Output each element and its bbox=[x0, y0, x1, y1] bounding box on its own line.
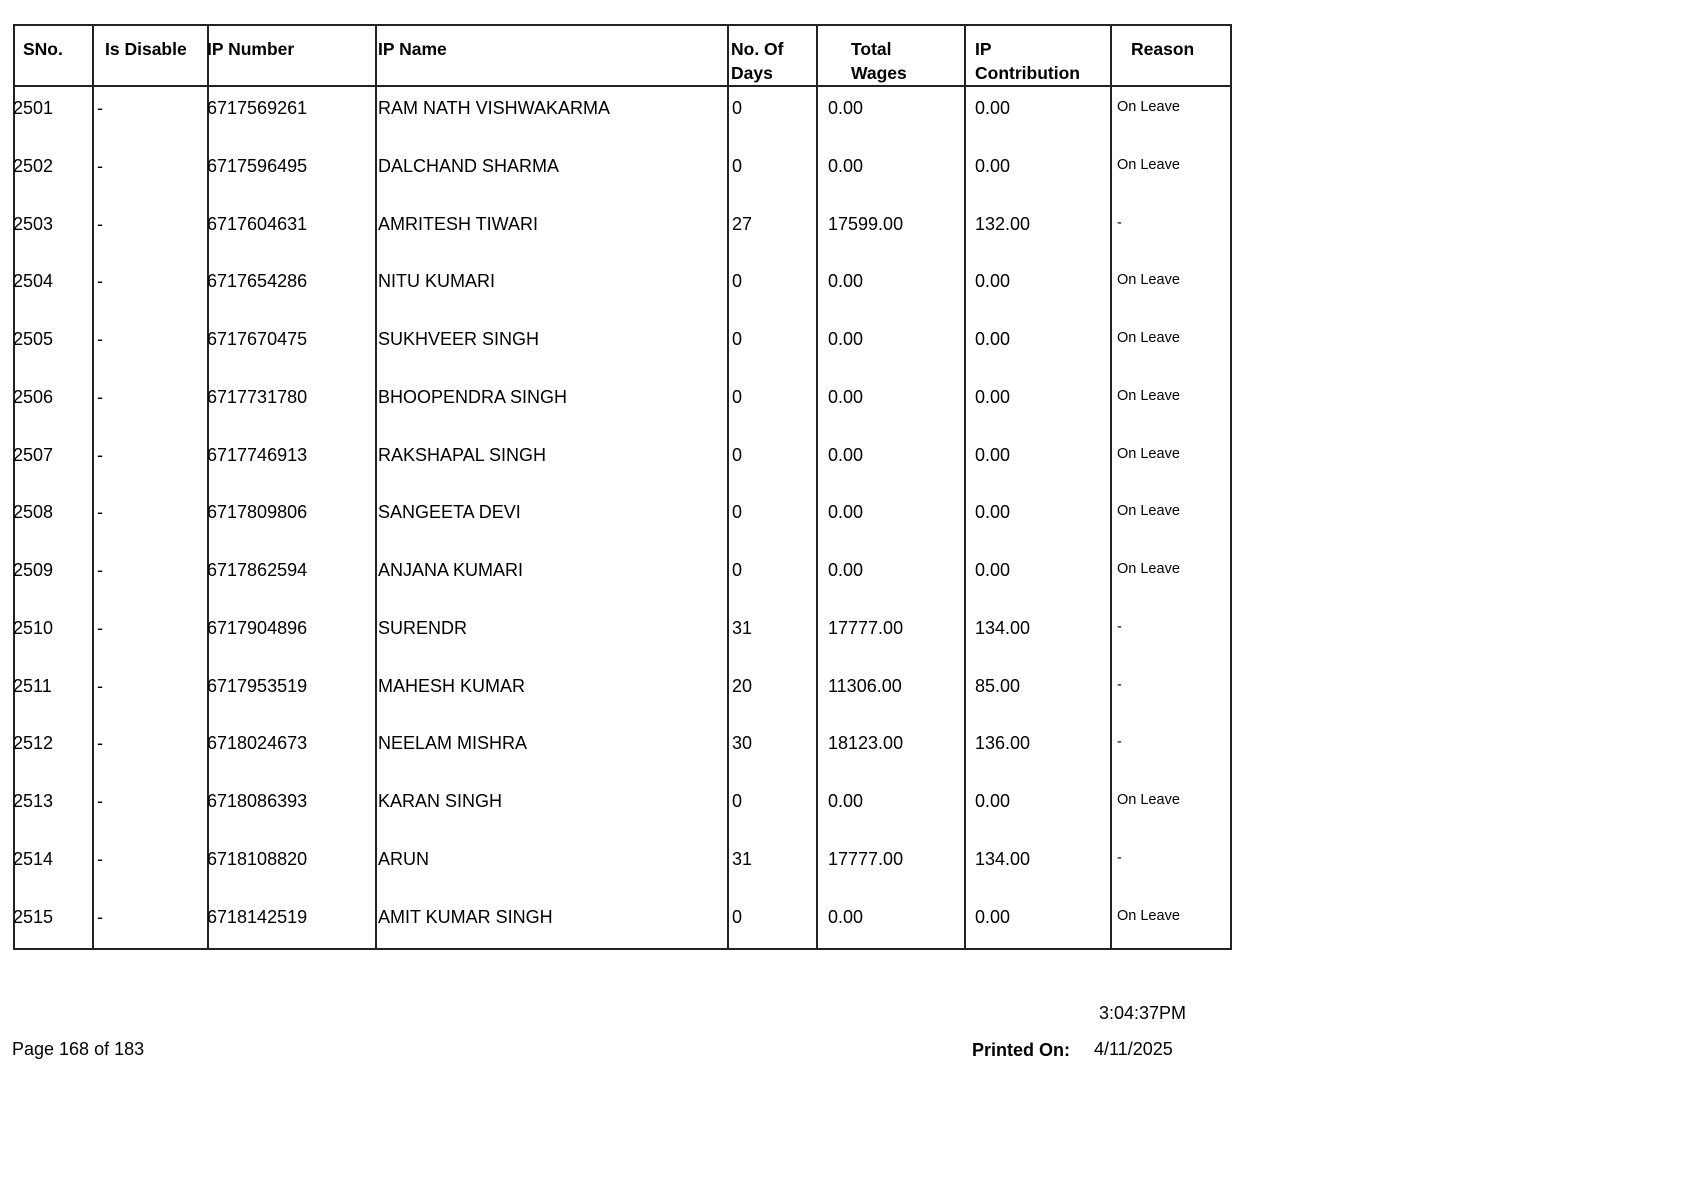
table-cell-is-disable: - bbox=[97, 560, 103, 580]
table-cell-is-disable: - bbox=[97, 213, 103, 234]
table-cell-sno: 2509 bbox=[13, 560, 54, 580]
column-header-total-wages: Total bbox=[851, 39, 892, 59]
table-cell-total-wages: 0.00 bbox=[828, 329, 864, 349]
table-cell-sno: 2501 bbox=[13, 98, 54, 118]
table-cell-is-disable: - bbox=[97, 791, 103, 811]
table-cell-reason: On Leave bbox=[1117, 907, 1180, 924]
table-cell-total-wages: 17777.00 bbox=[828, 848, 904, 869]
column-header-days: Days bbox=[731, 63, 773, 83]
table-cell-sno: 2507 bbox=[13, 444, 54, 465]
table-cell-days: 0 bbox=[732, 155, 743, 176]
table-cell-days: 0 bbox=[732, 329, 743, 349]
table-cell-ip-number: 6717809806 bbox=[207, 502, 308, 523]
table-cell-days: 30 bbox=[732, 733, 753, 754]
table-cell-ip-number: 6718024673 bbox=[207, 733, 308, 754]
table-cell-ip-number: 6717746913 bbox=[207, 444, 308, 465]
table-cell-days: 0 bbox=[732, 791, 743, 811]
table-cell-sno: 2515 bbox=[13, 906, 54, 927]
printed-time: 3:04:37PM bbox=[1099, 1003, 1187, 1023]
column-header-ip-number: IP Number bbox=[207, 39, 295, 59]
column-separator bbox=[375, 26, 377, 948]
table-cell-ip-contribution: 0.00 bbox=[975, 502, 1011, 523]
table-cell-ip-contribution: 0.00 bbox=[975, 386, 1011, 407]
table-cell-sno: 2513 bbox=[13, 791, 54, 811]
table-cell-sno: 2502 bbox=[13, 155, 54, 176]
table-cell-ip-name: DALCHAND SHARMA bbox=[378, 155, 560, 176]
table-cell-ip-contribution: 0.00 bbox=[975, 791, 1011, 811]
page-info: Page 168 of 183 bbox=[12, 1039, 145, 1059]
table-cell-reason: On Leave bbox=[1117, 99, 1180, 115]
table-cell-reason: On Leave bbox=[1117, 330, 1180, 346]
table-cell-ip-number: 6717654286 bbox=[207, 271, 308, 292]
column-separator bbox=[727, 26, 729, 948]
table-cell-ip-number: 6718142519 bbox=[207, 906, 308, 927]
table-cell-total-wages: 0.00 bbox=[828, 155, 864, 176]
table-cell-days: 0 bbox=[732, 502, 743, 523]
table-cell-sno: 2504 bbox=[13, 271, 54, 292]
table-cell-reason: - bbox=[1117, 618, 1122, 635]
table-cell-total-wages: 0.00 bbox=[828, 386, 864, 407]
table-cell-is-disable: - bbox=[97, 906, 103, 927]
table-cell-total-wages: 0.00 bbox=[828, 98, 864, 118]
table-cell-ip-contribution: 132.00 bbox=[975, 213, 1031, 234]
column-header-is-disable: Is Disable bbox=[105, 39, 187, 59]
table-cell-is-disable: - bbox=[97, 733, 103, 754]
table-cell-ip-name: ANJANA KUMARI bbox=[378, 560, 524, 580]
table-cell-sno: 2514 bbox=[13, 848, 54, 869]
table-cell-ip-contribution: 0.00 bbox=[975, 444, 1011, 465]
column-separator bbox=[92, 26, 94, 948]
table-cell-ip-number: 6718086393 bbox=[207, 791, 308, 811]
table-cell-reason: - bbox=[1117, 849, 1122, 866]
printed-date: 4/11/2025 bbox=[1094, 1039, 1173, 1059]
table-cell-reason: On Leave bbox=[1117, 387, 1180, 404]
printed-on-label: Printed On: bbox=[972, 1040, 1070, 1060]
table-cell-ip-name: MAHESH KUMAR bbox=[378, 675, 526, 696]
table-cell-ip-number: 6717862594 bbox=[207, 560, 308, 580]
table-cell-sno: 2506 bbox=[13, 386, 54, 407]
column-header-total-wages: Wages bbox=[851, 63, 907, 83]
table-cell-ip-name: RAKSHAPAL SINGH bbox=[378, 444, 547, 465]
table-cell-ip-name: NEELAM MISHRA bbox=[378, 733, 528, 754]
table-cell-days: 0 bbox=[732, 906, 743, 927]
table-cell-ip-contribution: 0.00 bbox=[975, 271, 1011, 292]
table-cell-ip-name: AMIT KUMAR SINGH bbox=[378, 906, 553, 927]
column-header-sno: SNo. bbox=[23, 39, 63, 59]
table-cell-ip-name: NITU KUMARI bbox=[378, 271, 495, 292]
table-cell-is-disable: - bbox=[97, 675, 103, 696]
table-cell-days: 0 bbox=[732, 98, 743, 118]
table-cell-ip-contribution: 0.00 bbox=[975, 906, 1011, 927]
column-header-ip-contribution: IP bbox=[975, 39, 992, 59]
table-cell-ip-contribution: 134.00 bbox=[975, 617, 1031, 638]
table-cell-sno: 2511 bbox=[13, 675, 52, 696]
table-cell-is-disable: - bbox=[97, 617, 103, 638]
column-separator bbox=[816, 26, 818, 948]
table-cell-reason: - bbox=[1117, 734, 1122, 751]
table-cell-is-disable: - bbox=[97, 386, 103, 407]
table-cell-reason: On Leave bbox=[1117, 445, 1180, 462]
table-cell-ip-name: SURENDR bbox=[378, 617, 468, 638]
table-cell-is-disable: - bbox=[97, 444, 103, 465]
table-cell-ip-contribution: 0.00 bbox=[975, 98, 1011, 118]
table-cell-ip-number: 6717953519 bbox=[207, 675, 308, 696]
table-cell-days: 31 bbox=[732, 617, 753, 638]
table-cell-ip-contribution: 85.00 bbox=[975, 675, 1021, 696]
table-cell-total-wages: 0.00 bbox=[828, 560, 864, 580]
table-cell-ip-contribution: 136.00 bbox=[975, 733, 1031, 754]
table-cell-ip-name: KARAN SINGH bbox=[378, 791, 503, 811]
table-cell-reason: On Leave bbox=[1117, 561, 1180, 577]
column-separator bbox=[964, 26, 966, 948]
table-cell-ip-number: 6718108820 bbox=[207, 848, 308, 869]
table-cell-ip-contribution: 0.00 bbox=[975, 155, 1011, 176]
column-header-days: No. Of bbox=[731, 39, 784, 59]
table-cell-is-disable: - bbox=[97, 155, 103, 176]
table-cell-reason: On Leave bbox=[1117, 156, 1180, 173]
table-cell-ip-contribution: 134.00 bbox=[975, 848, 1031, 869]
table-cell-ip-number: 6717731780 bbox=[207, 386, 308, 407]
table-cell-days: 0 bbox=[732, 386, 743, 407]
table-cell-days: 27 bbox=[732, 213, 753, 234]
table-cell-ip-name: BHOOPENDRA SINGH bbox=[378, 386, 568, 407]
table-cell-ip-name: SANGEETA DEVI bbox=[378, 502, 521, 523]
table-cell-days: 20 bbox=[732, 675, 753, 696]
table-cell-sno: 2512 bbox=[13, 733, 54, 754]
column-header-reason: Reason bbox=[1131, 39, 1195, 59]
table-cell-reason: On Leave bbox=[1117, 792, 1180, 808]
table-cell-sno: 2510 bbox=[13, 617, 54, 638]
table-cell-days: 31 bbox=[732, 848, 753, 869]
table-cell-total-wages: 11306.00 bbox=[828, 675, 902, 696]
table-cell-days: 0 bbox=[732, 560, 743, 580]
table-cell-total-wages: 0.00 bbox=[828, 444, 864, 465]
header-divider bbox=[15, 85, 1230, 87]
table-cell-ip-name: RAM NATH VISHWAKARMA bbox=[378, 98, 611, 118]
table-cell-reason: - bbox=[1117, 676, 1122, 693]
table-cell-total-wages: 0.00 bbox=[828, 791, 864, 811]
table-cell-ip-number: 6717604631 bbox=[207, 213, 308, 234]
table-cell-is-disable: - bbox=[97, 848, 103, 869]
table-cell-days: 0 bbox=[732, 444, 743, 465]
table-cell-ip-name: SUKHVEER SINGH bbox=[378, 329, 540, 349]
column-separator bbox=[1110, 26, 1112, 948]
table-cell-total-wages: 0.00 bbox=[828, 906, 864, 927]
table-cell-sno: 2505 bbox=[13, 329, 54, 349]
table-cell-days: 0 bbox=[732, 271, 743, 292]
table-cell-sno: 2508 bbox=[13, 502, 54, 523]
table-cell-ip-number: 6717596495 bbox=[207, 155, 308, 176]
table-cell-total-wages: 0.00 bbox=[828, 271, 864, 292]
table-cell-total-wages: 18123.00 bbox=[828, 733, 904, 754]
table-cell-ip-number: 6717569261 bbox=[207, 98, 308, 118]
table-cell-total-wages: 17777.00 bbox=[828, 617, 904, 638]
contribution-table bbox=[13, 24, 1232, 950]
column-header-ip-name: IP Name bbox=[378, 39, 447, 59]
table-cell-is-disable: - bbox=[97, 329, 103, 349]
table-cell-total-wages: 17599.00 bbox=[828, 213, 904, 234]
table-cell-sno: 2503 bbox=[13, 213, 54, 234]
table-cell-ip-name: AMRITESH TIWARI bbox=[378, 213, 539, 234]
table-cell-ip-contribution: 0.00 bbox=[975, 329, 1011, 349]
table-cell-is-disable: - bbox=[97, 502, 103, 523]
table-cell-is-disable: - bbox=[97, 271, 103, 292]
table-cell-ip-number: 6717904896 bbox=[207, 617, 308, 638]
table-cell-ip-name: ARUN bbox=[378, 848, 430, 869]
column-header-ip-contribution: Contribution bbox=[975, 63, 1080, 83]
table-cell-reason: - bbox=[1117, 214, 1122, 231]
table-cell-total-wages: 0.00 bbox=[828, 502, 864, 523]
table-cell-ip-number: 6717670475 bbox=[207, 329, 308, 349]
table-cell-reason: On Leave bbox=[1117, 503, 1180, 520]
table-cell-ip-contribution: 0.00 bbox=[975, 560, 1011, 580]
table-cell-is-disable: - bbox=[97, 98, 103, 118]
table-cell-reason: On Leave bbox=[1117, 272, 1180, 289]
